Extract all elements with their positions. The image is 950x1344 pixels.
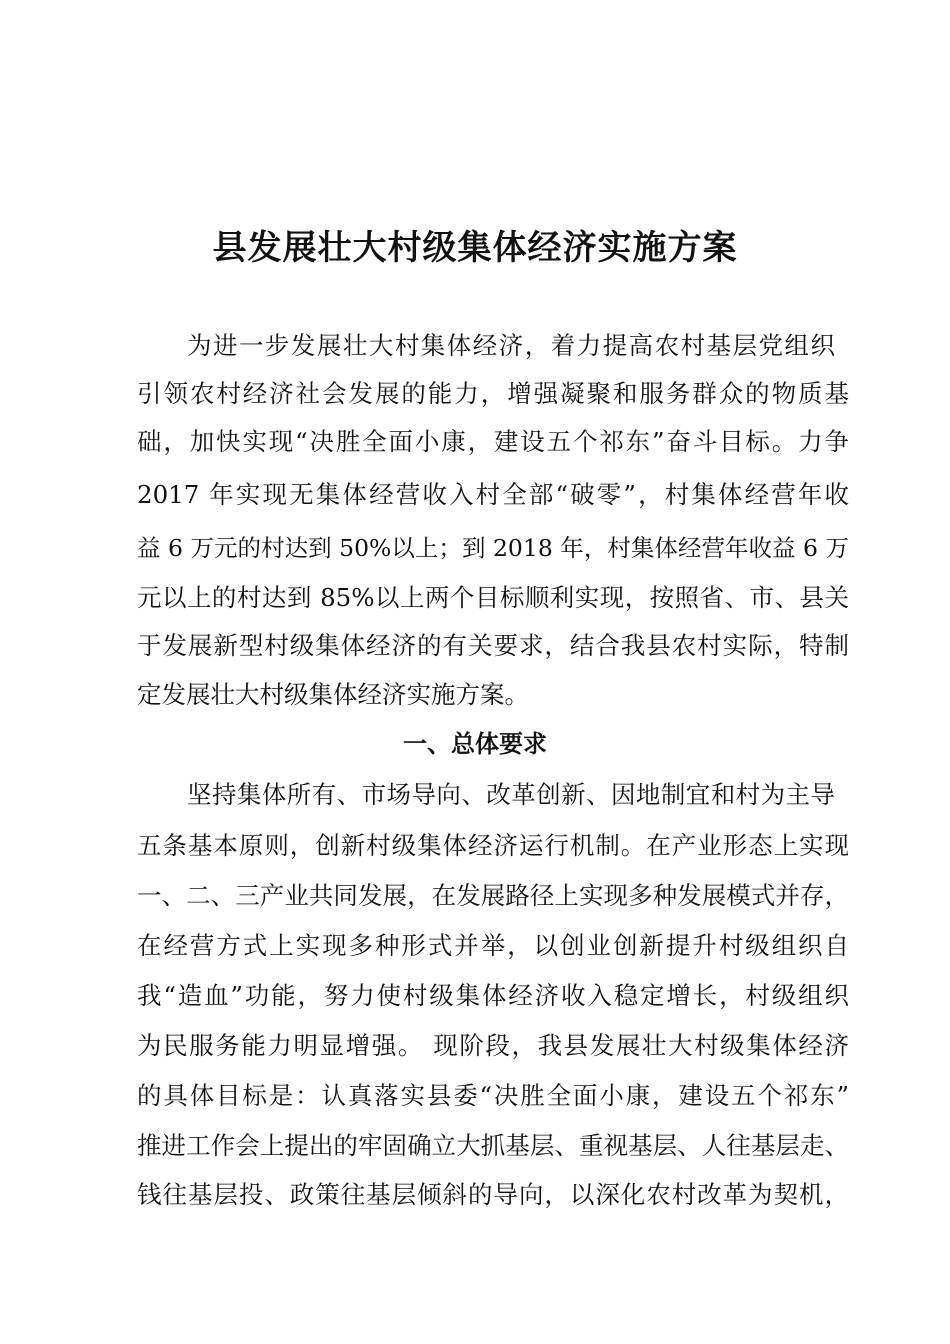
paragraph-1-line-5: 益 6 万元的村达到 50%以上；到 2018 年，村集体经营年收益 6 万 — [137, 534, 849, 562]
document-title: 县发展壮大村级集体经济实施方案 — [212, 228, 738, 268]
paragraph-2-line-5: 我“造血”功能，努力使村级集体经济收入稳定增长，村级组织 — [137, 981, 849, 1010]
paragraph-2-line-8: 推进工作会上提出的牢固确立大抓基层、重视基层、人往基层走、 — [137, 1131, 849, 1160]
paragraph-1-line-6: 元以上的村达到 85%以上两个目标顺利实现，按照省、市、县关 — [137, 583, 849, 612]
paragraph-2-line-4: 在经营方式上实现多种形式并举，以创业创新提升村级组织自 — [137, 931, 849, 960]
paragraph-2-line-1: 坚持集体所有、市场导向、改革创新、因地制宜和村为主导 — [187, 780, 835, 809]
paragraph-1-line-1: 为进一步发展壮大村集体经济，着力提高农村基层党组织 — [187, 331, 835, 360]
paragraph-2-line-6: 为民服务能力明显增强。 现阶段，我县发展壮大村级集体经济 — [137, 1031, 849, 1060]
paragraph-1-line-3: 础，加快实现“决胜全面小康，建设五个祁东”奋斗目标。力争 — [137, 427, 849, 456]
paragraph-1-line-7: 于发展新型村级集体经济的有关要求，结合我县农村实际，特制 — [137, 631, 849, 660]
paragraph-2-line-2: 五条基本原则，创新村级集体经济运行机制。在产业形态上实现 — [137, 831, 849, 860]
paragraph-1-line-4: 2017 年实现无集体经营收入村全部“破零”，村集体经营年收 — [137, 480, 849, 509]
paragraph-1-line-8: 定发展壮大村级集体经济实施方案。 — [137, 680, 529, 709]
paragraph-1-line-2: 引领农村经济社会发展的能力，增强凝聚和服务群众的物质基 — [137, 379, 849, 408]
paragraph-2-line-7: 的具体目标是：认真落实县委“决胜全面小康，建设五个祁东” — [137, 1081, 849, 1110]
paragraph-2-line-9: 钱往基层投、政策往基层倾斜的导向，以深化农村改革为契机， — [137, 1180, 849, 1209]
section-heading-general-requirements: 一、总体要求 — [403, 730, 547, 758]
paragraph-2-line-3: 一、二、三产业共同发展，在发展路径上实现多种发展模式并存， — [137, 881, 849, 910]
